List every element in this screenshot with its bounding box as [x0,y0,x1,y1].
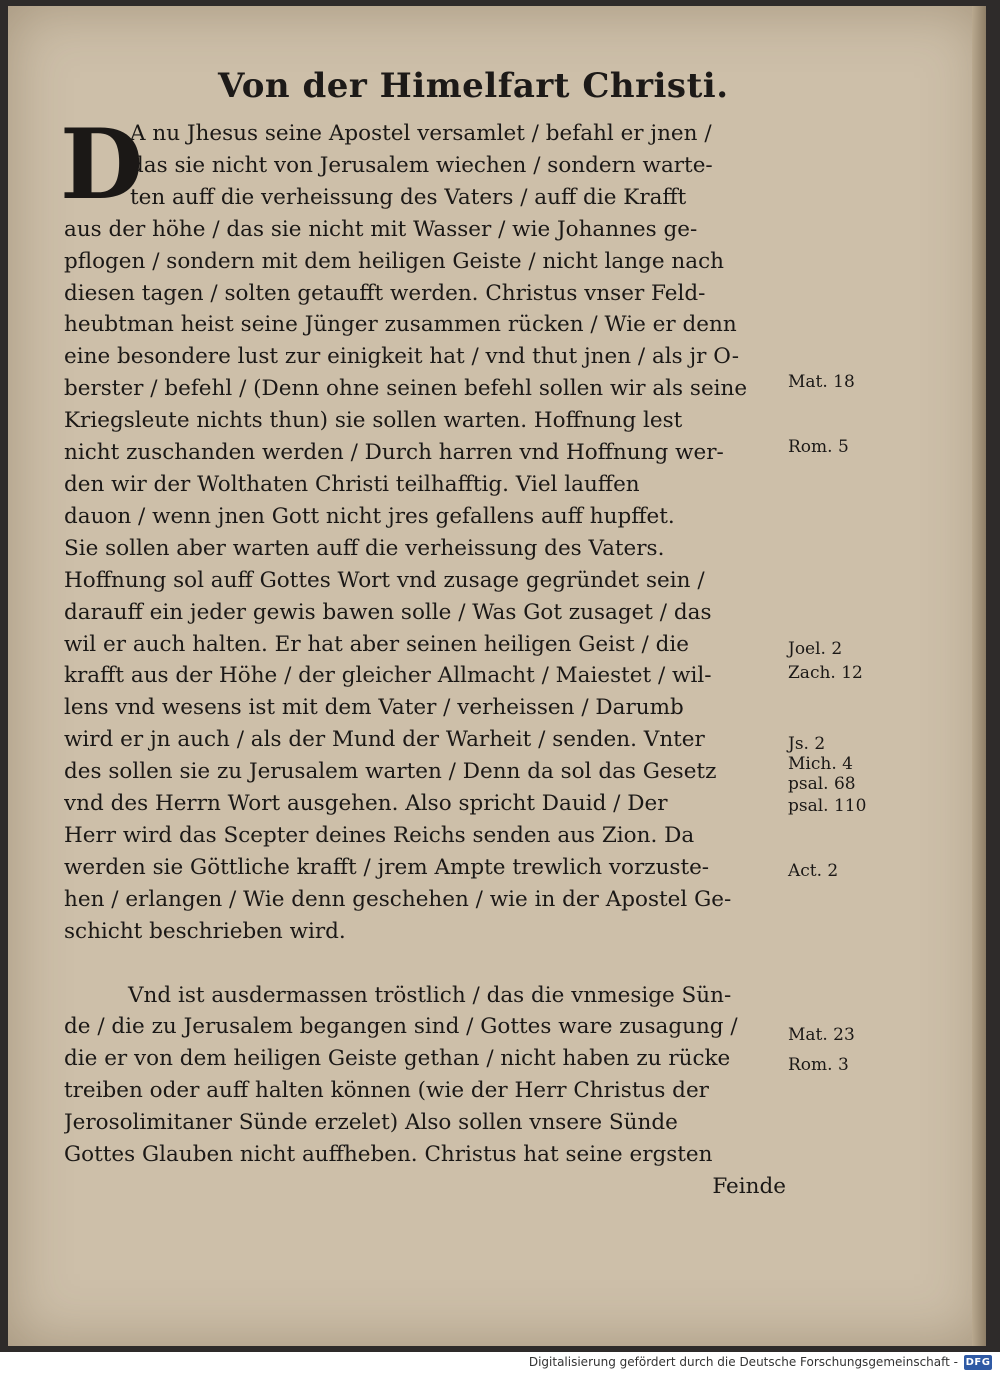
text-line: darauff ein jeder gewis bawen solle / Was Got zusaget / das [64,599,712,625]
text-line: den wir der Wolthaten Christi teilhafftig. Viel lauffen [64,471,640,497]
text-line: diesen tagen / solten getaufft werden. Christus vnser Feld- [64,280,706,306]
text-line: Sie sollen aber warten auff die verheissung des Vaters. [64,535,665,561]
funding-notice: Digitalisierung gefördert durch die Deutsche Forschungsgemeinschaft - [528,1355,958,1369]
marginal-note: Rom. 5 [788,437,849,457]
text-line: pflogen / sondern mit dem heiligen Geiste / nicht lange nach [64,248,724,274]
text-line: wil er auch halten. Er hat aber seinen heiligen Geist / die [64,631,689,657]
marginal-note: Rom. 3 [788,1055,849,1075]
marginal-note: Mat. 23 [788,1025,855,1045]
text-line: des sollen sie zu Jerusalem warten / Denn da sol das Gesetz [64,759,717,785]
decorated-initial: D [60,108,144,221]
text-line: schicht beschrieben wird. [64,918,346,944]
book-page [8,6,986,1346]
text-line: aus der höhe / das sie nicht mit Wasser / wie Johannes ge- [64,216,698,242]
text-line: A nu Jhesus seine Apostel versamlet / befahl er jnen / [130,121,712,146]
text-line: vnd des Herrn Wort ausgehen. Also spricht Dauid / Der [64,791,668,817]
marginal-note: Mat. 18 [788,372,855,392]
text-line: krafft aus der Höhe / der gleicher Allmacht / Maiestet / wil- [64,663,712,689]
text-line: Gottes Glauben nicht auffheben. Christus hat seine ergsten [64,1142,713,1168]
text-line: Vnd ist ausdermassen tröstlich / das die vnmesige Sün- [128,982,732,1008]
text-line: eine besondere lust zur einigkeit hat / vnd thut jnen / als jr O- [64,344,739,370]
text-line: Jerosolimitaner Sünde erzelet) Also sollen vnsere Sünde [64,1110,678,1136]
main-text-block [60,108,786,1203]
text-line: wird er jn auch / als der Mund der Warheit / senden. Vnter [64,727,705,753]
marginal-note: psal. 110 [788,796,867,816]
text-line: hen / erlangen / Wie denn geschehen / wie in der Apostel Ge- [64,886,732,912]
marginal-note: Act. 2 [788,861,839,881]
paragraph-2 [64,980,786,1203]
marginal-note: Mich. 4 [788,754,853,774]
catchword: Feinde [712,1174,786,1199]
attribution-footer [0,1352,1000,1374]
text-line: Hoffnung sol auff Gottes Wort vnd zusage gegründet sein / [64,567,705,593]
paragraph-1 [64,118,786,948]
marginal-note: psal. 68 [788,774,856,794]
text-line: das sie nicht von Jerusalem wiechen / sondern warte- [130,152,713,178]
text-line: treiben oder auff halten können (wie der Herr Christus der [64,1078,709,1104]
text-line: die er von dem heiligen Geiste gethan / nicht haben zu rücke [64,1046,731,1072]
marginal-note: Zach. 12 [788,663,863,683]
page-edge [972,6,986,1346]
text-line: heubtman heist seine Jünger zusammen rücken / Wie er denn [64,312,737,338]
text-line: lens vnd wesens ist mit dem Vater / verheissen / Darumb [64,695,684,721]
text-line: berster / befehl / (Denn ohne seinen befehl sollen wir als seine [64,376,748,402]
text-line: Kriegsleute nichts thun) sie sollen warten. Hoffnung lest [64,408,683,434]
marginal-note: Joel. 2 [788,639,843,659]
text-line: ten auff die verheissung des Vaters / auff die Krafft [130,184,687,210]
text-line: werden sie Göttliche krafft / jrem Ampte trewlich vorzuste- [64,854,710,880]
text-line: dauon / wenn jnen Gott nicht jres gefallens auff hupffet. [64,503,675,529]
running-head: Von der Himelfart Christi. [218,66,729,106]
dfg-logo-icon[interactable]: DFG [965,1357,991,1368]
text-line: nicht zuschanden werden / Durch harren vnd Hoffnung wer- [64,440,724,466]
marginal-note: Js. 2 [788,734,826,754]
text-line: de / die zu Jerusalem begangen sind / Gottes ware zusagung / [64,1014,738,1040]
text-line: Herr wird das Scepter deines Reichs senden aus Zion. Da [64,822,695,848]
